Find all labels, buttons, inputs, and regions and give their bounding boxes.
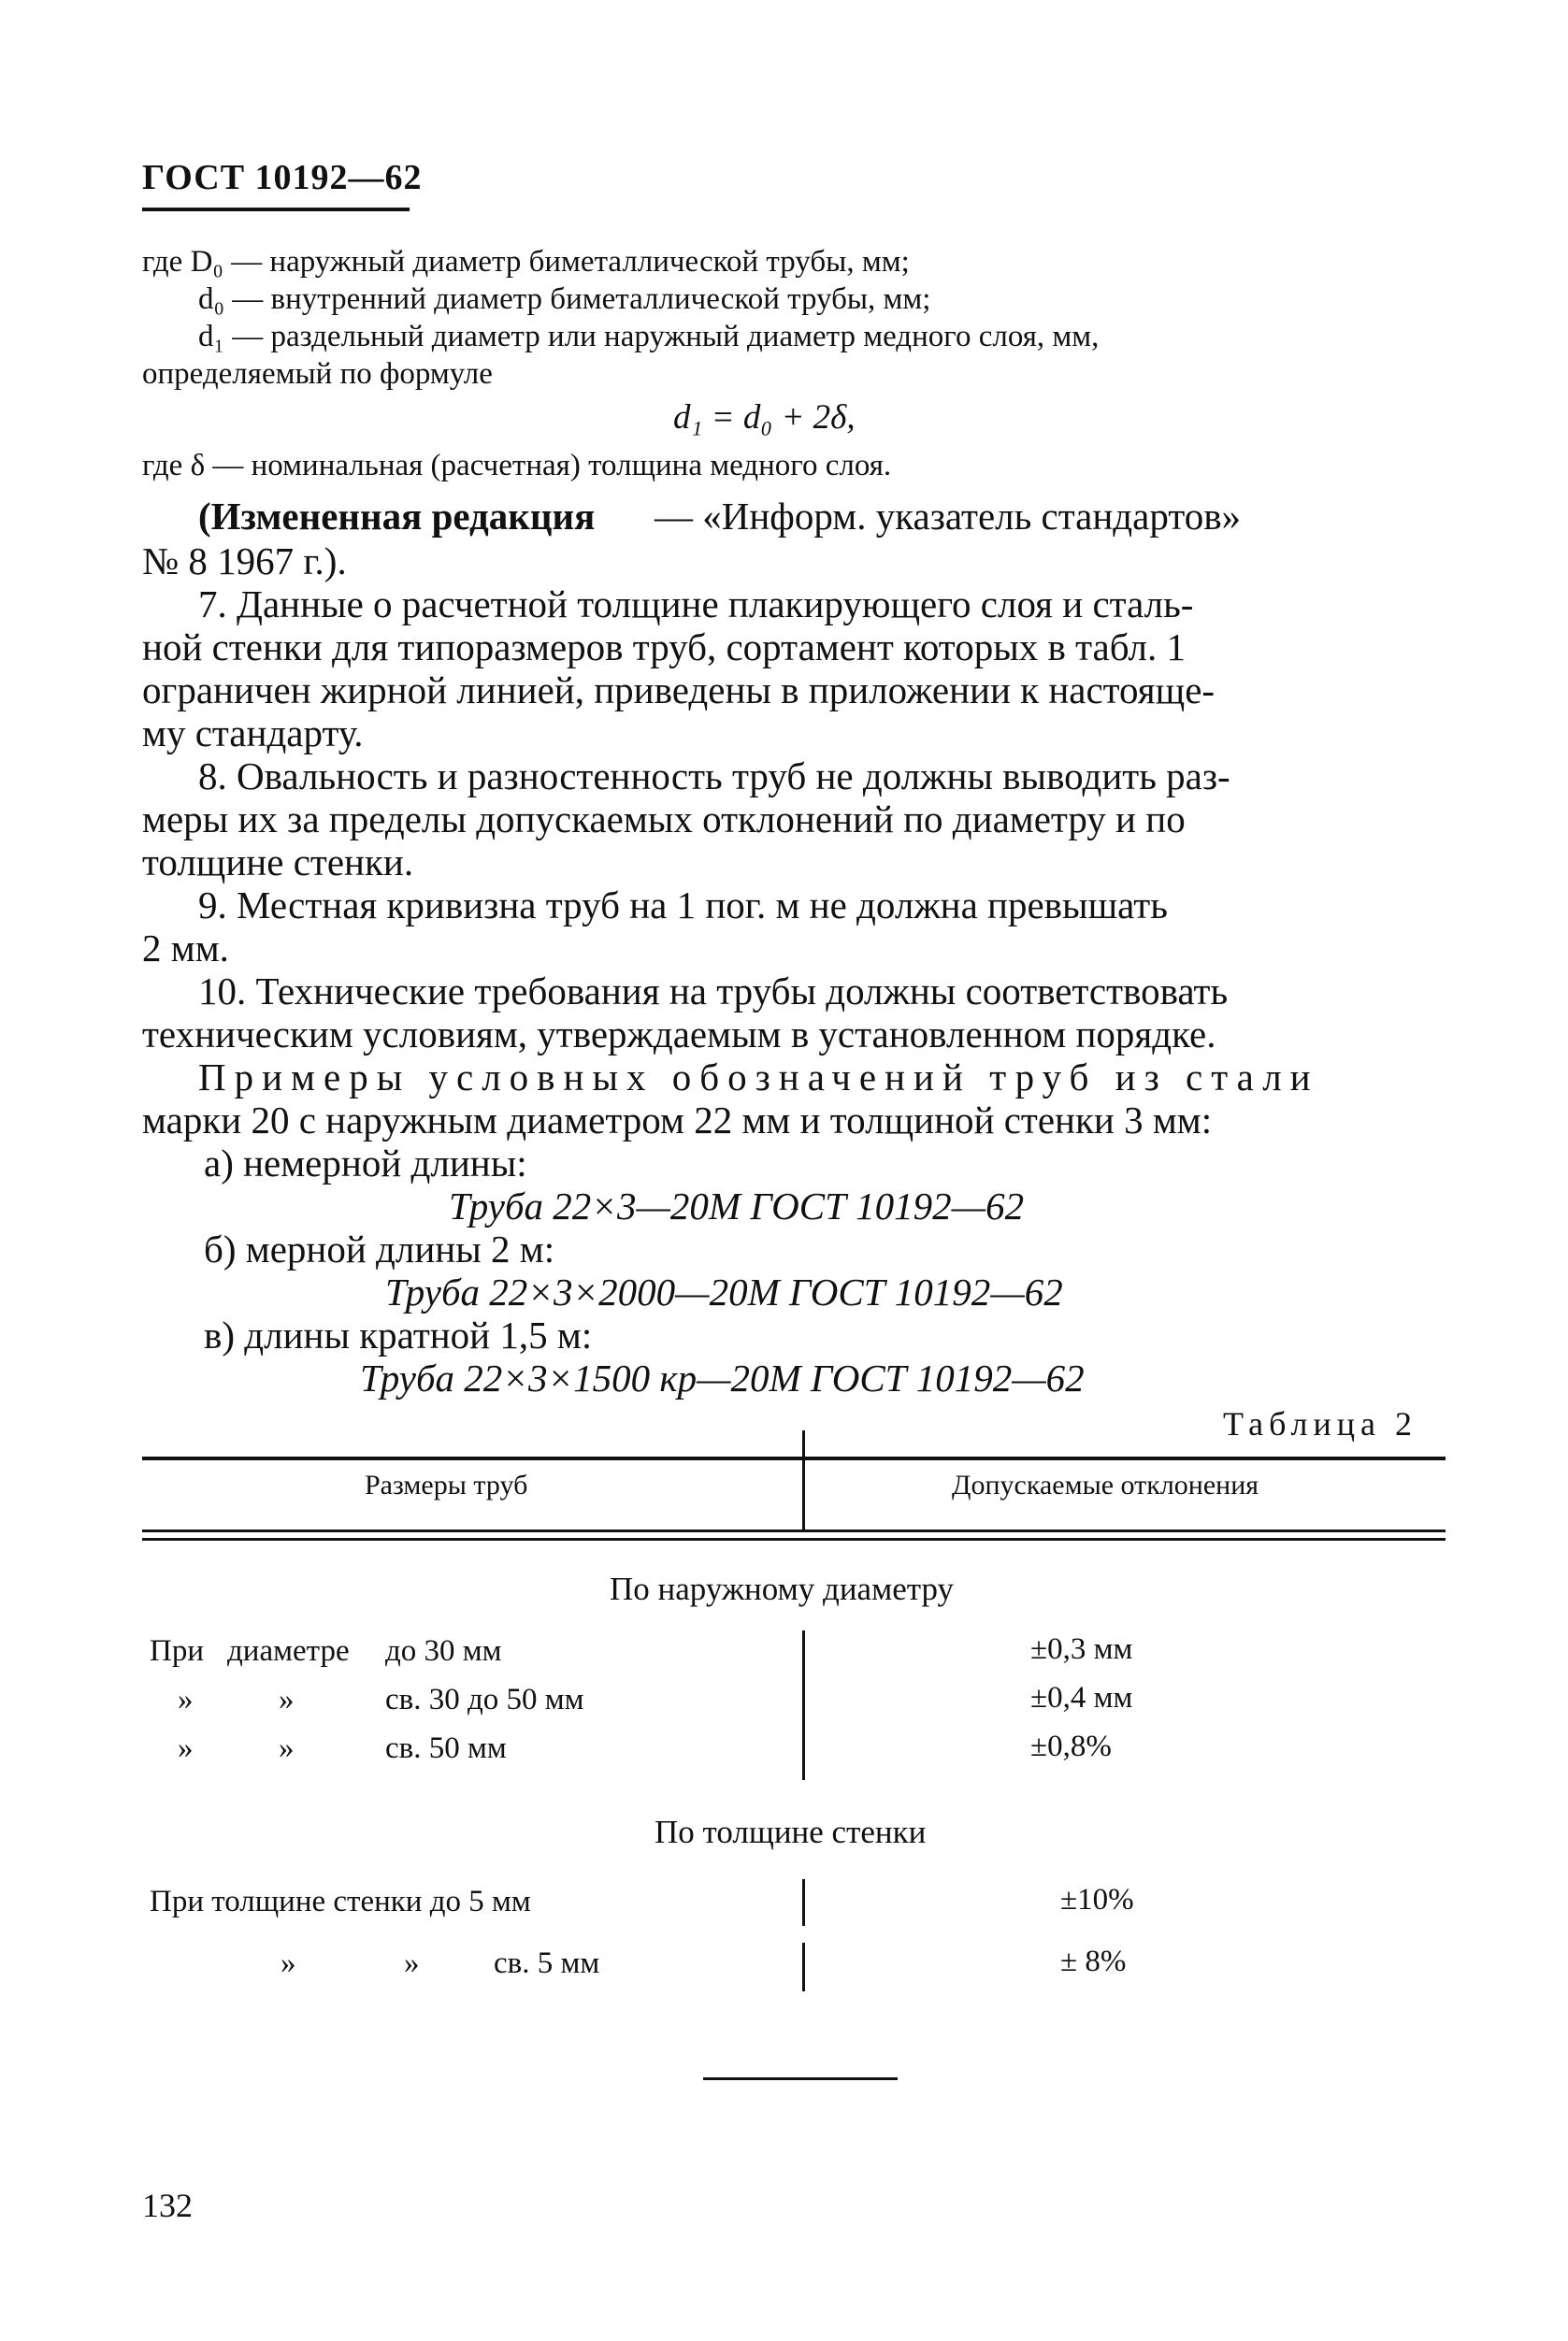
table-row: При толщине стенки до 5 мм — [150, 1885, 531, 1918]
table-col1-header: Размеры труб — [365, 1470, 528, 1501]
formula: d₁ = d₀ + 2δ, — [673, 398, 856, 437]
example-a-label: а) немерной длины: — [204, 1142, 527, 1185]
edition-label: (Измененная редакция — [198, 495, 596, 538]
p7-line-3: ограничен жирной линией, приведены в приложении к настояще- — [142, 668, 1216, 711]
table-row-value: ±0,3 мм — [1030, 1632, 1133, 1666]
edition-text-1: — «Информ. указатель стандартов» — [655, 495, 1242, 538]
table-row-value: ±10% — [1060, 1883, 1134, 1917]
document-header: ГОСТ 10192—62 — [142, 158, 423, 197]
table-col2-header: Допускаемые отклонения — [952, 1470, 1259, 1501]
p9-line-1: 9. Местная кривизна труб на 1 пог. м не должна превышать — [198, 883, 1168, 926]
p7-line-4: му стандарту. — [142, 711, 364, 754]
table-row-value: ± 8% — [1060, 1945, 1127, 1978]
where-line-5: где δ — номинальная (расчетная) толщина медного слоя. — [142, 449, 892, 482]
table-row: При — [150, 1634, 204, 1668]
example-c-label: в) длины кратной 1,5 м: — [204, 1314, 593, 1357]
table-section1-divider — [802, 1630, 805, 1780]
table-header-divider — [802, 1430, 805, 1530]
example-c-value: Труба 22×3×1500 кр—20М ГОСТ 10192—62 — [360, 1357, 1085, 1400]
p10-line-1: 10. Технические требования на трубы должны соответствовать — [198, 969, 1229, 1013]
table-row-c2: » — [279, 1683, 295, 1716]
table-row-c2: диаметре — [227, 1634, 350, 1668]
table-row-c2: » — [279, 1731, 295, 1765]
table-row-value: ±0,8% — [1030, 1730, 1112, 1763]
table-header-rule-2 — [142, 1538, 1446, 1541]
where-line-1: где D₀ — наружный диаметр биметаллической трубы, мм; — [142, 245, 910, 279]
table-header-rule-1 — [142, 1530, 1446, 1532]
where-line-4: определяемый по формуле — [142, 357, 493, 391]
where-line-3: d₁ — раздельный диаметр или наружный диаметр медного слоя, мм, — [198, 320, 1100, 353]
p7-line-1: 7. Данные о расчетной толщине плакирующего слоя и сталь- — [198, 582, 1194, 625]
table-caption: Таблица 2 — [1223, 1405, 1417, 1443]
p7-line-2: ной стенки для типоразмеров труб, сортамент которых в табл. 1 — [142, 625, 1187, 668]
table-row-c3: св. 30 до 50 мм — [385, 1683, 584, 1716]
table-row: » — [178, 1731, 194, 1765]
table-section2-divider-a — [802, 1879, 805, 1926]
table-row-c3: св. 50 мм — [385, 1731, 507, 1765]
table-row: » — [281, 1946, 296, 1980]
table-row-c3: св. 5 мм — [494, 1946, 600, 1980]
edition-text-2: № 8 1967 г.). — [142, 539, 347, 582]
p8-line-3: толщине стенки. — [142, 840, 414, 883]
where-line-2: d₀ — внутренний диаметр биметаллической трубы, мм; — [198, 282, 931, 316]
p9-line-2: 2 мм. — [142, 926, 229, 969]
p8-line-2: меры их за пределы допускаемых отклонений по диаметру и по — [142, 797, 1186, 840]
example-a-value: Труба 22×3—20М ГОСТ 10192—62 — [449, 1185, 1025, 1228]
table-row-value: ±0,4 мм — [1030, 1681, 1133, 1715]
example-b-label: б) мерной длины 2 м: — [204, 1228, 555, 1271]
end-rule — [703, 2077, 898, 2080]
p10-line-2: техническим условиям, утверждаемым в установленном порядке. — [142, 1013, 1216, 1056]
example-b-value: Труба 22×3×2000—20М ГОСТ 10192—62 — [385, 1271, 1063, 1314]
page-number: 132 — [142, 2187, 193, 2224]
table-row: » — [178, 1683, 194, 1716]
table-section2-title: По толщине стенки — [655, 1814, 927, 1850]
header-underline — [142, 208, 410, 211]
table-row-c3: до 30 мм — [385, 1634, 502, 1668]
table-row-c2: » — [404, 1946, 420, 1980]
table-section1-title: По наружному диаметру — [610, 1571, 955, 1607]
examples-heading: Примеры условных обозначений труб из стали — [198, 1056, 1319, 1099]
table-top-rule — [142, 1457, 1446, 1460]
p8-line-1: 8. Овальность и разностенность труб не должны выводить раз- — [198, 754, 1230, 797]
examples-line-2: марки 20 с наружным диаметром 22 мм и толщиной стенки 3 мм: — [142, 1099, 1213, 1142]
table-section2-divider-b — [802, 1943, 805, 1991]
